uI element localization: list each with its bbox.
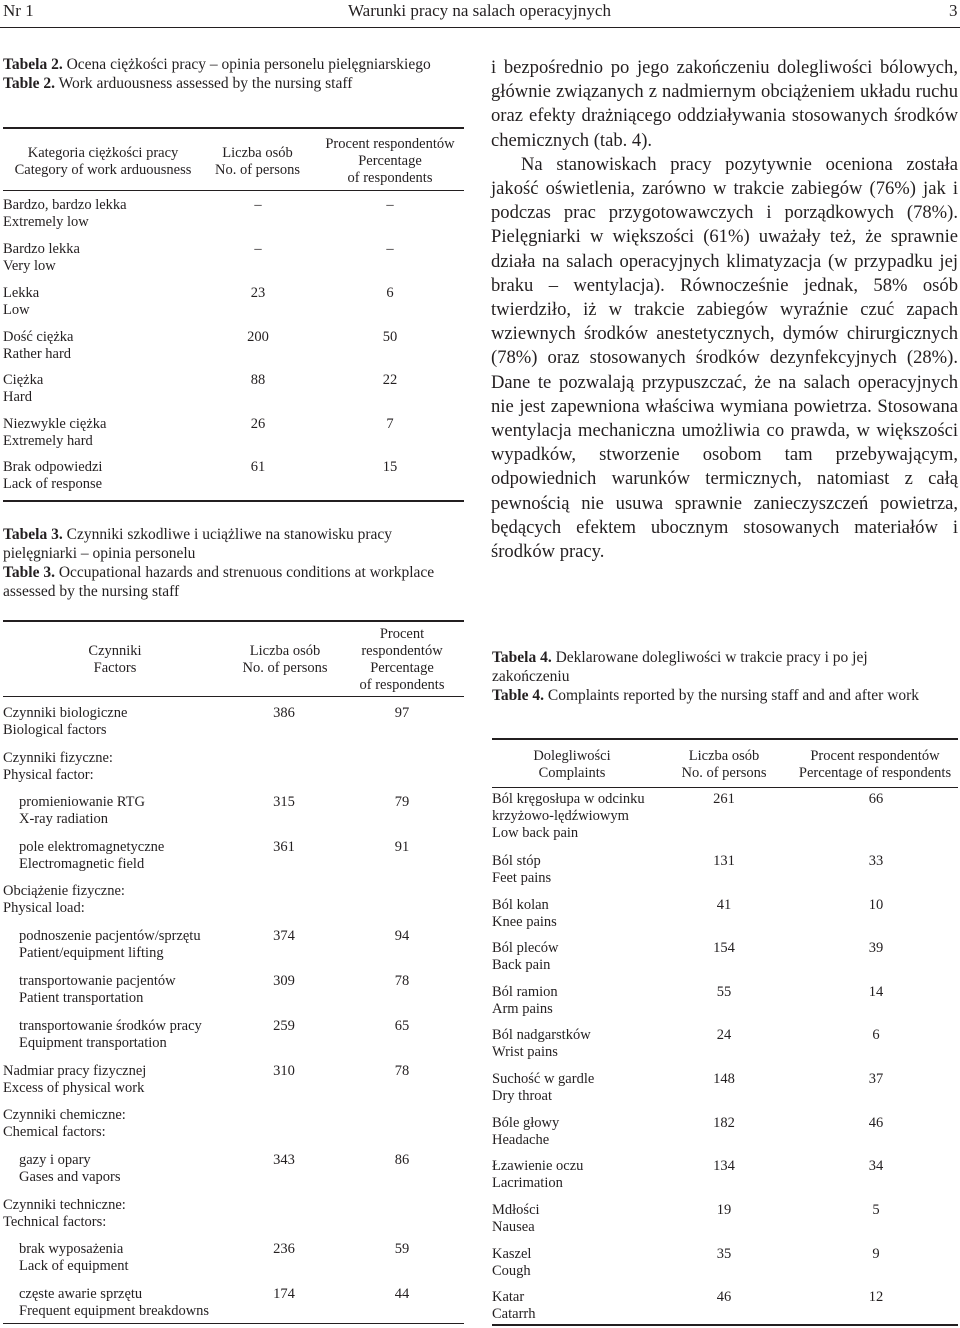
table3-row-label-pl: podnoszenie pacjentów/sprzętu bbox=[19, 928, 201, 944]
table4-row-count: 46 bbox=[716, 1289, 732, 1305]
table3-row-label-pl: Nadmiar pracy fizycznej bbox=[3, 1063, 147, 1079]
table4-row-label: Low back pain bbox=[492, 825, 579, 841]
table2-top-rule bbox=[3, 127, 464, 129]
table3-label-en: Table 3. bbox=[3, 564, 55, 581]
table2-row-count: 23 bbox=[250, 285, 266, 301]
table4-bottom-rule bbox=[492, 1324, 958, 1326]
table3-col3-header: Procent respondentów Percentage of respondents bbox=[359, 626, 445, 693]
table2-row-count: 26 bbox=[250, 416, 266, 432]
table2-row-count: – bbox=[254, 241, 262, 257]
table2-row-percent: 50 bbox=[382, 329, 398, 345]
table4-row-percent: 12 bbox=[868, 1289, 884, 1305]
table4-row-label: Headache bbox=[492, 1132, 550, 1148]
table2-row-percent: 22 bbox=[382, 372, 398, 388]
table4-row-label: Knee pains bbox=[492, 914, 557, 930]
table3-row-count: 310 bbox=[273, 1063, 295, 1079]
table3-col2-header: Liczba osób No. of persons bbox=[242, 643, 328, 676]
table3-row-label-en: Equipment transportation bbox=[19, 1035, 167, 1051]
table4-caption bbox=[492, 648, 932, 705]
table3-row-percent: 91 bbox=[394, 839, 410, 855]
table3-row-percent: 44 bbox=[394, 1286, 410, 1302]
table2-row-count: 88 bbox=[250, 372, 266, 388]
table4-row-label: Wrist pains bbox=[492, 1044, 558, 1060]
table4-row-label: Dry throat bbox=[492, 1088, 552, 1104]
table4-row-label: Ból nadgarstków bbox=[492, 1027, 591, 1043]
table3-row-percent: 65 bbox=[394, 1018, 410, 1034]
table2-col3-header: Procent respondentów Percentage of respondents bbox=[325, 136, 455, 186]
table2-row-percent: 6 bbox=[386, 285, 394, 301]
table3-row-label-pl: Obciążenie fizyczne: bbox=[3, 883, 125, 899]
table4-row-percent: 46 bbox=[868, 1115, 884, 1131]
table4-header-rule bbox=[492, 787, 958, 788]
table3-row-count: 236 bbox=[273, 1241, 295, 1257]
table2-row-count: – bbox=[254, 197, 262, 213]
table3-row-label-pl: brak wyposażenia bbox=[19, 1241, 124, 1257]
table3-row-label-en: Frequent equipment breakdowns bbox=[19, 1303, 210, 1319]
body-paragraph-2: Na stanowiskach pracy pozytywnie oceniona została jakość oświetlenia, zarówno w trakcie zabiegów (76%) jak i podczas prac przygotowawczych i porządkowych (78%). Pielęgniarki w większości (61%) uważały też, że sprawnie działa na salach operacyjnych klimatyzacja (w przypadku jej braku – wentylacja). Równocześnie jednak, 58% osób twierdziło, iż w trakcie zabiegów wyraźnie czuć zapach wziewnych środków anestetycznych, dymów chirurgicznych (78%) oraz stosowanych środków dezynfekcyjnych (28%). Dane te pozwalają przypuszczać, że na salach operacyjnych nie jest zapewniona właściwa wymiana powietrza. Stosowana wentylacja mechaniczna umożliwia co prawda, w większości wypadków, stworzenie osobom tam przebywającym, odpowiednich warunków termicznych, natomiast z całą pewnością nie usuwa sprawnie zanieczyszczeń powietrza, będących efektem ubocznym stosowanych materiałów i środków pracy. bbox=[491, 153, 958, 563]
table3-row-label-pl: gazy i opary bbox=[19, 1152, 91, 1168]
table4-row-percent: 10 bbox=[868, 897, 884, 913]
table4-col3-header: Procent respondentów Percentage of respondents bbox=[798, 748, 952, 781]
table3-label-pl: Tabela 3. bbox=[3, 526, 63, 543]
table4-row-label: Łzawienie oczu bbox=[492, 1158, 584, 1174]
table2-row-label-pl: Bardzo lekka bbox=[3, 241, 80, 257]
table3-row-percent: 78 bbox=[394, 1063, 410, 1079]
table3-row-label-pl: transportowanie środków pracy bbox=[19, 1018, 202, 1034]
table2-row-label-en: Hard bbox=[3, 389, 32, 405]
table3-row-label-en: X-ray radiation bbox=[19, 811, 108, 827]
table3-header-rule bbox=[3, 696, 464, 697]
table3-title-en: Occupational hazards and strenuous conditions at workplace assessed by the nursing staff bbox=[3, 564, 435, 600]
table3-row-label-en: Technical factors: bbox=[3, 1214, 107, 1230]
table4-row-count: 41 bbox=[716, 897, 732, 913]
table4-row-count: 24 bbox=[716, 1027, 732, 1043]
table3-row-count: 309 bbox=[273, 973, 295, 989]
table3-row-percent: 59 bbox=[394, 1241, 410, 1257]
table2-row-label-en: Low bbox=[3, 302, 30, 318]
table3-row-count: 174 bbox=[273, 1286, 295, 1302]
table3-row-label-en: Excess of physical work bbox=[3, 1080, 145, 1096]
table3-row-label-pl: Czynniki biologiczne bbox=[3, 705, 128, 721]
table2-row-percent: 15 bbox=[382, 459, 398, 475]
table2-col2-header: Liczba osób No. of persons bbox=[215, 145, 300, 178]
table3-row-percent: 86 bbox=[394, 1152, 410, 1168]
table2-row-count: 200 bbox=[247, 329, 269, 345]
table3-row-label-en: Chemical factors: bbox=[3, 1124, 106, 1140]
table4-row-count: 154 bbox=[713, 940, 735, 956]
table2-row-label-pl: Dość ciężka bbox=[3, 329, 74, 345]
table2-title-pl: Ocena ciężkości pracy – opinia personelu pielęgniarskiego bbox=[62, 56, 431, 73]
table2-row-label-pl: Ciężka bbox=[3, 372, 44, 388]
table3-row-count: 386 bbox=[273, 705, 295, 721]
table4-row-label: Mdłości bbox=[492, 1202, 540, 1218]
table2-header-rule bbox=[3, 190, 464, 191]
table3-row-label-pl: pole elektromagnetyczne bbox=[19, 839, 165, 855]
table3-row-label-en: Biological factors bbox=[3, 722, 107, 738]
table2-bottom-rule bbox=[3, 500, 464, 502]
table2-row-label-pl: Lekka bbox=[3, 285, 40, 301]
table4-row-label: Arm pains bbox=[492, 1001, 553, 1017]
table4-row-percent: 34 bbox=[868, 1158, 884, 1174]
table4-row-count: 148 bbox=[713, 1071, 735, 1087]
table2-row-label-en: Extremely low bbox=[3, 214, 89, 230]
table3-row-label-pl: Czynniki chemiczne: bbox=[3, 1107, 126, 1123]
table4-row-count: 131 bbox=[713, 853, 735, 869]
table3-row-label-en: Physical load: bbox=[3, 900, 85, 916]
table2-row-label-en: Extremely hard bbox=[3, 433, 93, 449]
table4-row-count: 55 bbox=[716, 984, 732, 1000]
table3-row-count: 259 bbox=[273, 1018, 295, 1034]
table4-row-label: Suchość w gardle bbox=[492, 1071, 595, 1087]
table4-row-percent: 6 bbox=[872, 1027, 880, 1043]
table3-row-label-pl: Czynniki fizyczne: bbox=[3, 750, 113, 766]
table3-row-percent: 79 bbox=[394, 794, 410, 810]
table3-row-percent: 94 bbox=[394, 928, 410, 944]
table4-row-count: 261 bbox=[713, 791, 735, 807]
table4-row-label: Back pain bbox=[492, 957, 551, 973]
table2-row-label-pl: Niezwykle ciężka bbox=[3, 416, 107, 432]
table4-row-label: Katar bbox=[492, 1289, 525, 1305]
table3-row-count: 361 bbox=[273, 839, 295, 855]
table2-label-en: Table 2. bbox=[3, 75, 55, 92]
table4-row-percent: 33 bbox=[868, 853, 884, 869]
table4-row-label: Ból kręgosłupa w odcinku bbox=[492, 791, 645, 807]
body-paragraph-1: i bezpośrednio po jego zakończeniu dolegliwości bólowych, głównie związanych z nadmiernym obciążeniem układu ruchu oraz efekty drażniącego oddziaływania stosowanych środków chemicznych (tab. 4). bbox=[491, 57, 958, 151]
table3-top-rule bbox=[3, 620, 464, 622]
table4-title-en: Complaints reported by the nursing staff and and after work bbox=[543, 687, 920, 704]
table2-row-label-pl: Bardzo, bardzo lekka bbox=[3, 197, 127, 213]
table4-row-count: 134 bbox=[713, 1158, 735, 1174]
table2-row-label-en: Very low bbox=[3, 258, 56, 274]
table4-row-label: Ból ramion bbox=[492, 984, 558, 1000]
table4-row-label: Feet pains bbox=[492, 870, 552, 886]
table4-row-label: Ból kolan bbox=[492, 897, 549, 913]
table3-row-label-pl: promieniowanie RTG bbox=[19, 794, 145, 810]
table4-top-rule bbox=[492, 738, 958, 740]
table3-row-percent: 97 bbox=[394, 705, 410, 721]
table4-row-label: krzyżowo-lędźwiowym bbox=[492, 808, 629, 824]
table2-label-pl: Tabela 2. bbox=[3, 56, 63, 73]
table2-row-count: 61 bbox=[250, 459, 266, 475]
table3-caption bbox=[3, 525, 443, 601]
table3-row-label-en: Gases and vapors bbox=[19, 1169, 121, 1185]
table4-label-pl: Tabela 4. bbox=[492, 649, 552, 666]
table3-row-count: 374 bbox=[273, 928, 295, 944]
table2-row-percent: 7 bbox=[386, 416, 394, 432]
table3-row-count: 315 bbox=[273, 794, 295, 810]
table4-col2-header: Liczba osób No. of persons bbox=[681, 748, 767, 781]
table2-row-label-en: Lack of response bbox=[3, 476, 103, 492]
table4-row-label: Nausea bbox=[492, 1219, 535, 1235]
table4-row-label: Lacrimation bbox=[492, 1175, 563, 1191]
table3-row-label-pl: Czynniki techniczne: bbox=[3, 1197, 126, 1213]
table4-row-label: Catarrh bbox=[492, 1306, 536, 1322]
table2-row-percent: – bbox=[386, 197, 394, 213]
table4-title-pl: Deklarowane dolegliwości w trakcie pracy i po jej zakończeniu bbox=[492, 649, 868, 685]
table3-row-label-pl: częste awarie sprzętu bbox=[19, 1286, 143, 1302]
table2-row-label-en: Rather hard bbox=[3, 346, 72, 362]
table3-row-label-en: Physical factor: bbox=[3, 767, 94, 783]
body-text bbox=[491, 56, 958, 564]
table4-row-label: Kaszel bbox=[492, 1246, 532, 1262]
table3-row-label-en: Patient/equipment lifting bbox=[19, 945, 164, 961]
table2-caption bbox=[3, 55, 433, 93]
table4-row-count: 19 bbox=[716, 1202, 732, 1218]
table4-row-label: Ból stóp bbox=[492, 853, 541, 869]
table3-row-label-en: Lack of equipment bbox=[19, 1258, 129, 1274]
table2-row-percent: – bbox=[386, 241, 394, 257]
table4-col1-header: Dolegliwości Complaints bbox=[533, 748, 611, 781]
table4-row-percent: 14 bbox=[868, 984, 884, 1000]
table4-row-percent: 39 bbox=[868, 940, 884, 956]
table2-title-en: Work arduousness assessed by the nursing staff bbox=[54, 75, 353, 92]
page-number: 3 bbox=[949, 1, 958, 20]
table4-row-label: Cough bbox=[492, 1263, 531, 1279]
table3-row-percent: 78 bbox=[394, 973, 410, 989]
table3-row-count: 343 bbox=[273, 1152, 295, 1168]
table4-row-count: 35 bbox=[716, 1246, 732, 1262]
table4-label-en: Table 4. bbox=[492, 687, 544, 704]
table4-row-percent: 9 bbox=[872, 1246, 880, 1262]
table3-bottom-rule bbox=[3, 1323, 464, 1324]
table3-row-label-pl: transportowanie pacjentów bbox=[19, 973, 176, 989]
table3-title-pl: Czynniki szkodliwe i uciążliwe na stanowisku pracy pielęgniarki – opinia personelu bbox=[3, 526, 393, 562]
table4-row-percent: 5 bbox=[872, 1202, 880, 1218]
page-number-issue: Nr 1 bbox=[3, 1, 34, 20]
table2-row-label-pl: Brak odpowiedzi bbox=[3, 459, 103, 475]
running-title: Warunki pracy na salach operacyjnych bbox=[348, 1, 611, 20]
table4-row-percent: 66 bbox=[868, 791, 884, 807]
table3-col1-header: Czynniki Factors bbox=[88, 643, 142, 676]
table3-row-label-en: Patient transportation bbox=[19, 990, 144, 1006]
table2-col1-header: Kategoria ciężkości pracy Category of work arduousness bbox=[14, 145, 192, 178]
table4-row-percent: 37 bbox=[868, 1071, 884, 1087]
table4-row-count: 182 bbox=[713, 1115, 735, 1131]
header-rule bbox=[0, 27, 960, 28]
table3-row-label-en: Electromagnetic field bbox=[19, 856, 145, 872]
table4-row-label: Ból pleców bbox=[492, 940, 559, 956]
table4-row-label: Bóle głowy bbox=[492, 1115, 560, 1131]
